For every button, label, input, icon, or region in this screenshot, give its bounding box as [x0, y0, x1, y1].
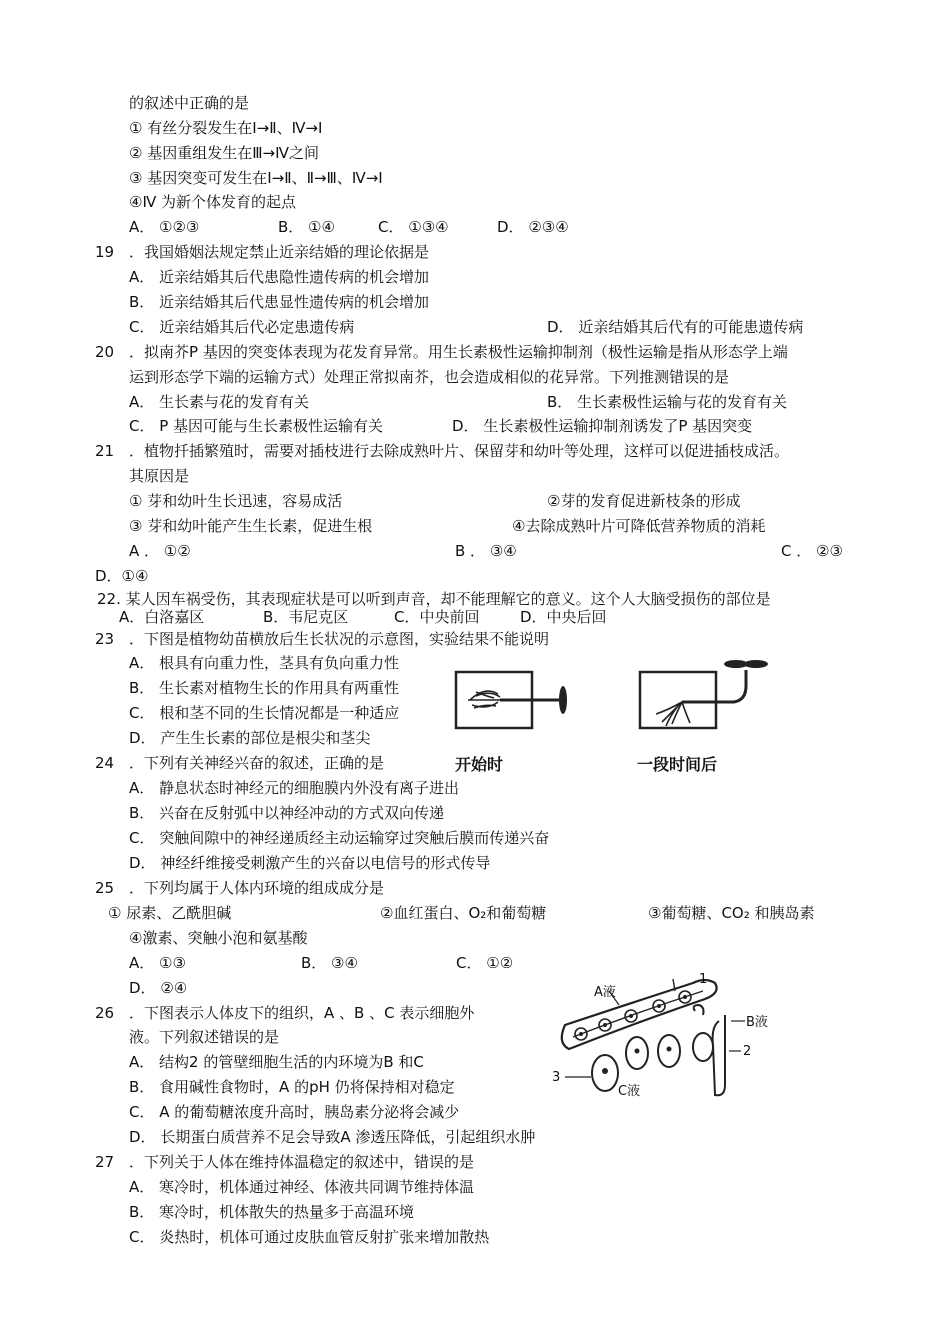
option-b: B． 近亲结婚其后代患显性遗传病的机会增加 — [129, 293, 430, 311]
question-number: 25 — [95, 879, 115, 897]
option-a: A．白洛嘉区 — [119, 608, 205, 626]
option-b: B． 生长素对植物生长的作用具有两重性 — [129, 679, 400, 697]
question-number: 26 — [95, 1004, 115, 1022]
option-c: C． 根和茎不同的生长情况都是一种适应 — [129, 704, 400, 722]
statement: ① 芽和幼叶生长迅速，容易成活 — [129, 492, 343, 510]
option-d: D． 近亲结婚其后代有的可能患遗传病 — [547, 318, 804, 336]
question-stem: ．下列关于人体在维持体温稳定的叙述中，错误的是 — [129, 1153, 475, 1171]
option-c: C． ①③④ — [378, 218, 449, 236]
question-number: 20 — [95, 343, 115, 361]
option-d: D． 长期蛋白质营养不足会导致A 渗透压降低，引起组织水肿 — [129, 1128, 536, 1146]
label-fluid-c: C液 — [618, 1084, 641, 1099]
option-a: A． 寒冷时，机体通过神经、体液共同调节维持体温 — [129, 1178, 475, 1196]
statement: ④激素、突触小泡和氨基酸 — [129, 929, 308, 947]
option-a: A． 根具有向重力性，茎具有负向重力性 — [129, 654, 400, 672]
option-c: C． 炎热时，机体可通过皮肤血管反射扩张来增加散热 — [129, 1228, 490, 1246]
option-a: A． 静息状态时神经元的细胞膜内外没有离子进出 — [129, 779, 460, 797]
option-d: D． 神经纤维接受刺激产生的兴奋以电信号的形式传导 — [129, 854, 491, 872]
question-stem: ．下列有关神经兴奋的叙述，正确的是 — [129, 754, 385, 772]
option-c: C． P 基因可能与生长素极性运输有关 — [129, 417, 384, 435]
option-c: C． 近亲结婚其后代必定患遗传病 — [129, 318, 355, 336]
option-b: B． ①④ — [278, 218, 335, 236]
option-b: B． 兴奋在反射弧中以神经冲动的方式双向传递 — [129, 804, 445, 822]
option-c: C． ①② — [456, 954, 514, 972]
statement: ②芽的发育促进新枝条的形成 — [547, 492, 741, 510]
statement: ④去除成熟叶片可降低营养物质的消耗 — [512, 517, 766, 535]
option-b: B．韦尼克区 — [263, 608, 349, 626]
question-stem: ．下图表示人体皮下的组织，A 、B 、C 表示细胞外 — [129, 1004, 475, 1022]
text-line: ④Ⅳ 为新个体发育的起点 — [129, 193, 297, 211]
label-3: 3 — [552, 1070, 561, 1085]
question-stem: ．拟南芥P 基因的突变体表现为花发育异常。用生长素极性运输抑制剂（极性运输是指从形态学上端 — [129, 343, 788, 361]
caption-start: 开始时 — [455, 755, 504, 774]
option-d: D． 生长素极性运输抑制剂诱发了P 基因突变 — [452, 417, 753, 435]
option-d: D． ②③④ — [497, 218, 569, 236]
text-line: 的叙述中正确的是 — [129, 94, 250, 112]
question-number: 27 — [95, 1153, 115, 1171]
option-a: A． 结构2 的管壁细胞生活的内环境为B 和C — [129, 1053, 424, 1071]
question-stem: 其原因是 — [129, 467, 190, 485]
option-b: B． 寒冷时，机体散失的热量多于高温环境 — [129, 1203, 415, 1221]
caption-later: 一段时间后 — [637, 755, 718, 774]
option-c: C ． ②③ — [781, 542, 843, 560]
option-a: A． 生长素与花的发育有关 — [129, 393, 310, 411]
tissue-figure — [545, 975, 775, 1105]
option-b: B． ③④ — [301, 954, 358, 972]
seedling-drawing — [450, 650, 785, 750]
question-stem: ．我国婚姻法规定禁止近亲结婚的理论依据是 — [129, 243, 430, 261]
option-a: A． ①③ — [129, 954, 186, 972]
statement: ③ 芽和幼叶能产生生长素，促进生根 — [129, 517, 373, 535]
seedling-figure — [450, 650, 785, 750]
question-stem: ．下图是植物幼苗横放后生长状况的示意图，实验结果不能说明 — [129, 630, 550, 648]
option-b: B． 食用碱性食物时，A 的pH 仍将保持相对稳定 — [129, 1078, 455, 1096]
label-1: 1 — [699, 972, 708, 987]
question-stem: ．植物扦插繁殖时，需要对插枝进行去除成熟叶片、保留芽和幼叶等处理，这样可以促进插枝成活。 — [129, 442, 790, 460]
label-fluid-a: A液 — [594, 985, 616, 1000]
question-stem: 22. 某人因车祸受伤，其表现症状是可以听到声音，却不能理解它的意义。这个人大脑受损伤的部位是 — [97, 590, 771, 608]
option-c: C． A 的葡萄糖浓度升高时，胰岛素分泌将会减少 — [129, 1103, 460, 1121]
text-line: ③ 基因突变可发生在Ⅰ→Ⅱ、Ⅱ→Ⅲ、Ⅳ→Ⅰ — [129, 169, 383, 187]
option-a: A． 近亲结婚其后代患隐性遗传病的机会增加 — [129, 268, 430, 286]
option-d: D．中央后回 — [520, 608, 607, 626]
question-number: 24 — [95, 754, 115, 772]
option-d: D．①④ — [95, 567, 149, 585]
label-fluid-b: B液 — [746, 1015, 768, 1030]
question-number: 23 — [95, 630, 115, 648]
label-2: 2 — [743, 1044, 752, 1059]
question-stem: 运到形态学下端的运输方式）处理正常拟南芥，也会造成相似的花异常。下列推测错误的是 — [129, 368, 730, 386]
text-line: ② 基因重组发生在Ⅲ→Ⅳ之间 — [129, 144, 319, 162]
question-number: 19 — [95, 243, 115, 261]
option-d: D． ②④ — [129, 979, 188, 997]
statement: ① 尿素、乙酰胆碱 — [108, 904, 232, 922]
option-c: C． 突触间隙中的神经递质经主动运输穿过突触后膜而传递兴奋 — [129, 829, 550, 847]
question-number: 21 — [95, 442, 115, 460]
text-line: ① 有丝分裂发生在Ⅰ→Ⅱ、Ⅳ→Ⅰ — [129, 119, 323, 137]
option-c: C．中央前回 — [394, 608, 480, 626]
question-stem: ．下列均属于人体内环境的组成成分是 — [129, 879, 385, 897]
question-stem: 液。下列叙述错误的是 — [129, 1028, 280, 1046]
option-b: B ． ③④ — [455, 542, 517, 560]
option-a: A ． ①② — [129, 542, 191, 560]
option-b: B． 生长素极性运输与花的发育有关 — [547, 393, 788, 411]
tissue-drawing — [545, 975, 775, 1105]
option-d: D． 产生生长素的部位是根尖和茎尖 — [129, 729, 371, 747]
option-a: A． ①②③ — [129, 218, 200, 236]
statement: ③葡萄糖、CO₂ 和胰岛素 — [648, 904, 815, 922]
statement: ②血红蛋白、O₂和葡萄糖 — [380, 904, 547, 922]
